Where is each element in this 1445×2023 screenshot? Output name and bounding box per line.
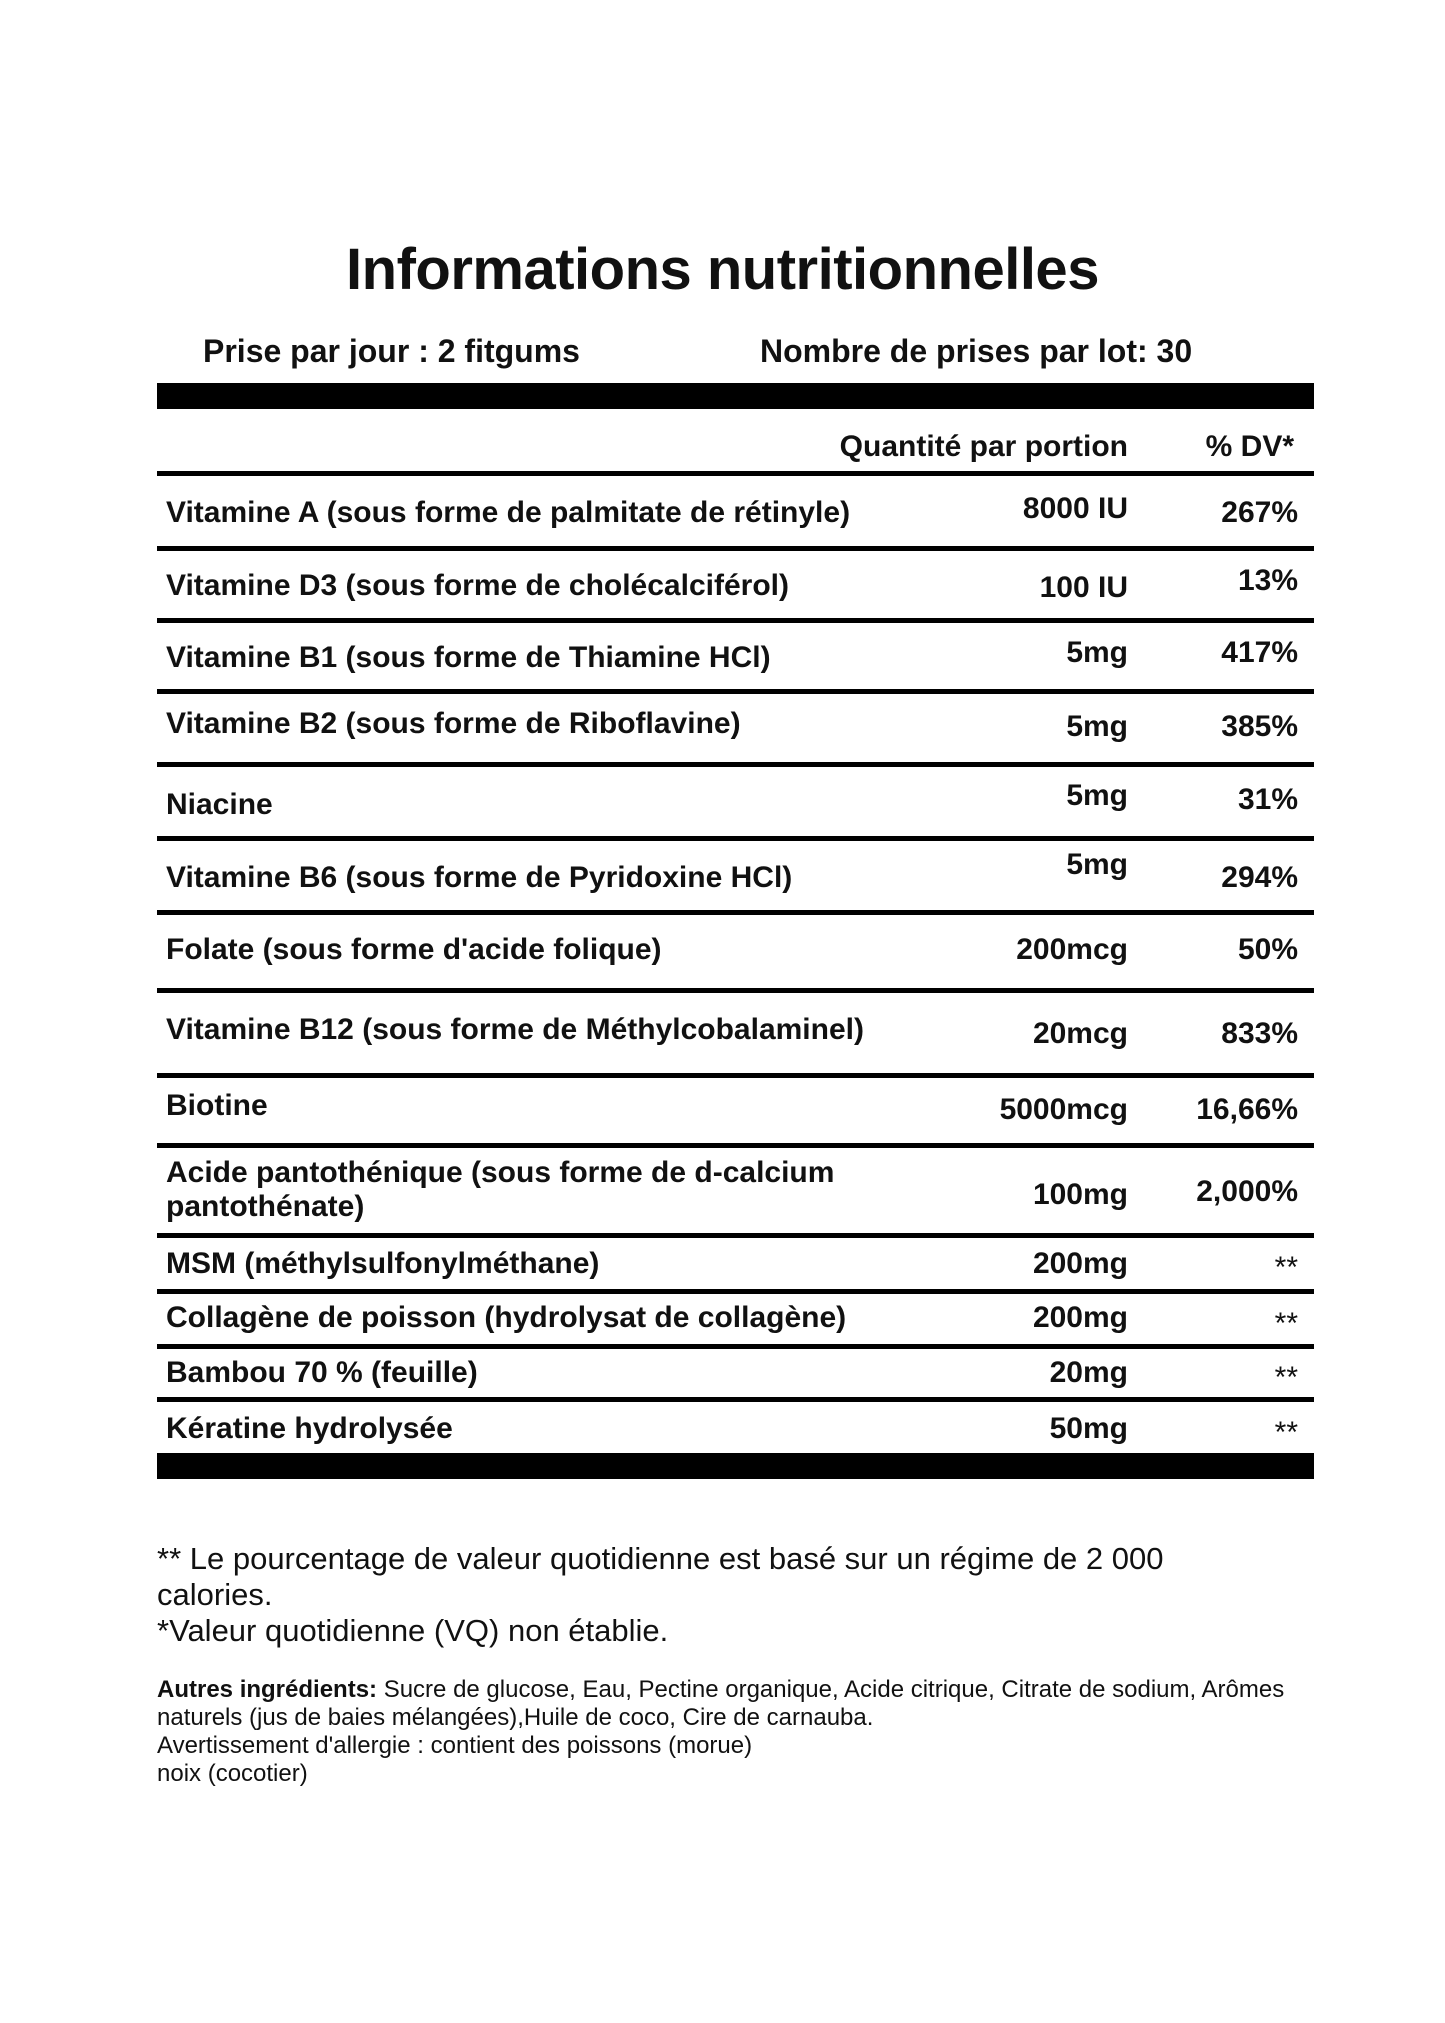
nutrient-amount: 8000 IU [1022,492,1128,525]
nutrient-row [157,841,1314,910]
nutrient-name: Collagène de poisson (hydrolysat de collagène) [166,1301,847,1334]
allergy-warning-nuts: noix (cocotier) [157,1760,308,1787]
nutrient-row [157,915,1314,988]
nutrient-daily-value: ** [1274,1361,1298,1394]
nutrient-name: Niacine [166,788,273,821]
nutrition-table [157,383,1314,1479]
nutrient-amount: 5mg [1066,779,1128,812]
nutrient-daily-value: ** [1274,1307,1298,1340]
nutrient-amount: 20mg [1049,1356,1128,1389]
serving-per-day: Prise par jour : 2 fitgums [203,333,580,369]
page-title: Informations nutritionnelles [346,237,1099,302]
nutrient-row [157,1078,1314,1143]
nutrient-row [157,1402,1314,1453]
nutrient-daily-value: 13% [1237,564,1298,597]
servings-per-lot: Nombre de prises par lot: 30 [760,333,1193,369]
nutrient-name: Vitamine B12 (sous forme de Méthylcobalaminel) [166,1013,864,1046]
nutrient-name: MSM (méthylsulfonylméthane) [166,1247,600,1280]
nutrient-daily-value: 267% [1221,496,1298,529]
nutrient-row [157,694,1314,762]
nutrient-amount: 200mg [1032,1247,1128,1280]
nutrient-name: Acide pantothénique (sous forme de d-calcium pantothénate) [166,1156,835,1223]
nutrient-daily-value: 31% [1237,783,1298,816]
ingredients-label: Autres ingrédients: [157,1676,378,1703]
nutrient-row [157,767,1314,836]
nutrient-amount: 50mg [1049,1412,1128,1445]
nutrient-amount: 200mcg [1016,933,1128,966]
footnotes [157,1541,1217,1649]
nutrient-name: Vitamine B2 (sous forme de Riboflavine) [166,707,741,740]
ingredients-text [157,1676,1297,1732]
nutrient-daily-value: 50% [1237,933,1298,966]
ingredients-list: Sucre de glucose, Eau, Pectine organique, Acide citrique, Citrate de sodium, Arômes naturels (jus de baies mélangées),Huile de coco, Cire de carnauba. [157,1676,1285,1731]
nutrient-daily-value: 294% [1221,861,1298,894]
nutrient-amount: 100 IU [1039,571,1128,604]
nutrient-daily-value: ** [1274,1251,1298,1284]
nutrient-daily-value: 417% [1221,636,1298,669]
nutrient-amount: 100mg [1032,1178,1128,1211]
nutrient-daily-value: 2,000% [1196,1175,1298,1208]
nutrient-row [157,1238,1314,1289]
nutrient-amount: 20mcg [1032,1017,1128,1050]
nutrient-rows [157,476,1314,1453]
nutrient-daily-value: 385% [1221,710,1298,743]
column-header [157,409,1314,471]
nutrient-row [157,551,1314,618]
top-thick-bar [157,383,1314,409]
nutrient-row [157,1349,1314,1397]
footnote-dv-basis: ** Le pourcentage de valeur quotidienne est basé sur un régime de 2 000 calories. [157,1541,1164,1612]
bottom-thick-bar [157,1453,1314,1479]
nutrient-row [157,1294,1314,1344]
nutrient-name: Kératine hydrolysée [166,1412,453,1445]
other-ingredients [157,1676,1297,1788]
nutrient-amount: 5mg [1066,848,1128,881]
nutrient-daily-value: ** [1274,1416,1298,1449]
quantity-column-header: Quantité par portion [839,430,1128,463]
nutrient-name: Folate (sous forme d'acide folique) [166,933,662,966]
nutrient-amount: 5mg [1066,636,1128,669]
allergy-warning: Avertissement d'allergie : contient des poissons (morue) [157,1732,753,1759]
nutrient-name: Vitamine B1 (sous forme de Thiamine HCl) [166,641,771,674]
dv-column-header: % DV* [1205,430,1294,463]
nutrient-name: Vitamine D3 (sous forme de cholécalciférol) [166,569,789,602]
nutrient-name: Vitamine A (sous forme de palmitate de rétinyle) [166,496,851,529]
nutrient-amount: 5mg [1066,710,1128,743]
nutrient-row [157,623,1314,689]
nutrient-name: Bambou 70 % (feuille) [166,1356,478,1389]
nutrient-daily-value: 16,66% [1196,1093,1298,1126]
nutrient-amount: 200mg [1032,1301,1128,1334]
nutrient-name: Vitamine B6 (sous forme de Pyridoxine HCl) [166,861,793,894]
nutrient-daily-value: 833% [1221,1017,1298,1050]
nutrient-row [157,993,1314,1073]
nutrient-name: Biotine [166,1089,268,1122]
footnote-dv-not-established: *Valeur quotidienne (VQ) non établie. [157,1613,669,1648]
nutrient-row [157,476,1314,546]
nutrient-row [157,1148,1314,1233]
nutrient-amount: 5000mcg [999,1093,1128,1126]
